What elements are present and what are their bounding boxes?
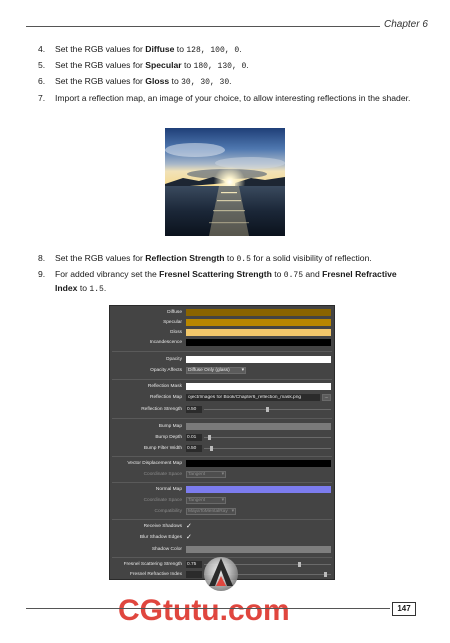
bump-depth-field[interactable]: 0.01 — [186, 434, 202, 441]
slider-handle[interactable] — [266, 407, 269, 412]
bump-map-swatch[interactable] — [186, 423, 331, 430]
slider-handle[interactable] — [298, 562, 301, 567]
bump-depth-row — [110, 434, 334, 442]
receive-shadows-label: Receive Shadows — [143, 524, 182, 529]
gloss-row — [110, 329, 334, 337]
step-text: For added vibrancy set the Fresnel Scattering Strength to 0.75 and Fresnel Refractive Index to 1.5. — [55, 269, 397, 294]
reflection-strength-row — [110, 406, 334, 414]
reflection-strength-slider[interactable] — [204, 409, 331, 410]
divider — [112, 418, 332, 419]
reflection-map-label: Reflection Map — [150, 395, 182, 400]
blur-shadow-edges-checkbox[interactable]: ✓ — [186, 534, 192, 541]
coordinate-space-dropdown[interactable] — [186, 471, 226, 478]
coordinate-space-dropdown[interactable] — [186, 497, 226, 504]
vector-displacement-map-swatch[interactable] — [186, 460, 331, 467]
receive-shadows-checkbox[interactable]: ✓ — [186, 523, 192, 530]
step-text: Import a reflection map, an image of your choice, to allow interesting reflections in the shader. — [55, 93, 411, 103]
bump-depth-label: Bump Depth — [155, 435, 182, 440]
diffuse-swatch[interactable] — [186, 309, 331, 316]
shadow-color-label: Shadow Color — [151, 547, 182, 552]
receive-shadows-row — [110, 523, 334, 531]
bump-map-row — [110, 423, 334, 431]
step-text: Set the RGB values for Reflection Strength to 0.5 for a solid visibility of reflection. — [55, 253, 372, 264]
reflection-strength-label: Reflection Strength — [141, 407, 182, 412]
watermark-logo — [196, 548, 246, 598]
bump-depth-slider[interactable] — [204, 437, 331, 438]
reflection-map-image — [165, 128, 285, 236]
slider-handle[interactable] — [208, 435, 211, 440]
bump-filter-width-slider[interactable] — [204, 448, 331, 449]
incandescence-row — [110, 339, 334, 347]
step-number: 5. — [38, 60, 46, 70]
reflection-map-row — [110, 394, 334, 402]
coordinate-space-label: Coordinate Space — [143, 472, 182, 477]
reflection-strength-field[interactable]: 0.50 — [186, 406, 202, 413]
gloss-label: Gloss — [169, 330, 182, 335]
divider — [112, 519, 332, 520]
chevron-down-icon: ▾ — [241, 368, 244, 373]
opacity-label: Opacity — [165, 357, 182, 362]
header-rule — [26, 26, 380, 27]
dropdown-value: MayaToMentalRay — [188, 509, 228, 514]
vector-displacement-map-row — [110, 460, 334, 468]
compatibility-label: Compatibility — [154, 509, 182, 514]
incandescence-label: Incandescence — [149, 340, 182, 345]
bump-filter-width-label: Bump Filter Width — [143, 446, 182, 451]
normal-map-row — [110, 486, 334, 494]
watermark-text: CGtutu.com — [118, 594, 290, 627]
chevron-down-icon: ▾ — [221, 498, 224, 503]
divider — [112, 351, 332, 352]
diffuse-label: Diffuse — [167, 310, 182, 315]
normal-map-swatch[interactable] — [186, 486, 331, 493]
dropdown-value: Tangent — [188, 498, 206, 503]
footer-rule — [26, 608, 390, 609]
reflection-mask-label: Reflection Mask — [147, 384, 182, 389]
dropdown-value: Diffuse Only (glass) — [188, 368, 230, 373]
coordinate-space-row-2 — [110, 497, 334, 505]
page-number: 147 — [392, 602, 416, 616]
specular-label: Specular — [163, 320, 182, 325]
chapter-title: Chapter 6 — [384, 19, 428, 30]
incandescence-swatch[interactable] — [186, 339, 331, 346]
dropdown-value: Tangent — [188, 472, 206, 477]
blur-shadow-edges-row — [110, 534, 334, 542]
divider — [112, 482, 332, 483]
bump-filter-width-row — [110, 445, 334, 453]
fresnel-strength-label: Fresnel Scattering Strength — [123, 562, 182, 567]
step-number: 8. — [38, 253, 46, 263]
vector-displacement-map-label: Vector Displacement Map — [127, 461, 182, 466]
fresnel-index-label: Fresnel Refractive Index — [130, 572, 182, 577]
step-text: Set the RGB values for Diffuse to 128, 100, 0. — [55, 44, 242, 55]
opacity-affects-dropdown[interactable] — [186, 367, 246, 374]
chevron-down-icon: ▾ — [231, 509, 234, 514]
compatibility-row — [110, 508, 334, 516]
opacity-affects-label: Opacity Affects — [150, 368, 182, 373]
browse-button[interactable]: ... — [322, 394, 331, 401]
step-text: Set the RGB values for Specular to 180, 130, 0. — [55, 60, 249, 71]
reflection-mask-row — [110, 383, 334, 391]
opacity-swatch[interactable] — [186, 356, 331, 363]
bump-map-label: Bump Map — [158, 424, 182, 429]
step-number: 9. — [38, 269, 46, 279]
divider — [112, 456, 332, 457]
normal-map-label: Normal Map — [155, 487, 182, 492]
diffuse-row — [110, 309, 334, 317]
reflection-map-path-field[interactable]: oject/Images for Book/Chapter6_reflection_mask.png — [186, 394, 320, 401]
slider-handle[interactable] — [324, 572, 327, 577]
reflection-mask-swatch[interactable] — [186, 383, 331, 390]
step-number: 7. — [38, 93, 46, 103]
opacity-row — [110, 356, 334, 364]
compatibility-dropdown[interactable] — [186, 508, 236, 515]
step-text: Set the RGB values for Gloss to 30, 30, 30. — [55, 76, 232, 87]
step-number: 6. — [38, 76, 46, 86]
specular-swatch[interactable] — [186, 319, 331, 326]
bump-filter-width-field[interactable]: 0.50 — [186, 445, 202, 452]
blur-shadow-edges-label: Blur Shadow Edges — [139, 535, 182, 540]
specular-row — [110, 319, 334, 327]
divider — [112, 379, 332, 380]
coordinate-space-label: Coordinate Space — [143, 498, 182, 503]
opacity-affects-row — [110, 367, 334, 375]
coordinate-space-row-1 — [110, 471, 334, 479]
slider-handle[interactable] — [210, 446, 213, 451]
gloss-swatch[interactable] — [186, 329, 331, 336]
fresnel-strength-field[interactable]: 0.75 — [186, 561, 202, 568]
step-number: 4. — [38, 44, 46, 54]
chevron-down-icon: ▾ — [221, 472, 224, 477]
attribute-editor-panel — [109, 305, 335, 580]
